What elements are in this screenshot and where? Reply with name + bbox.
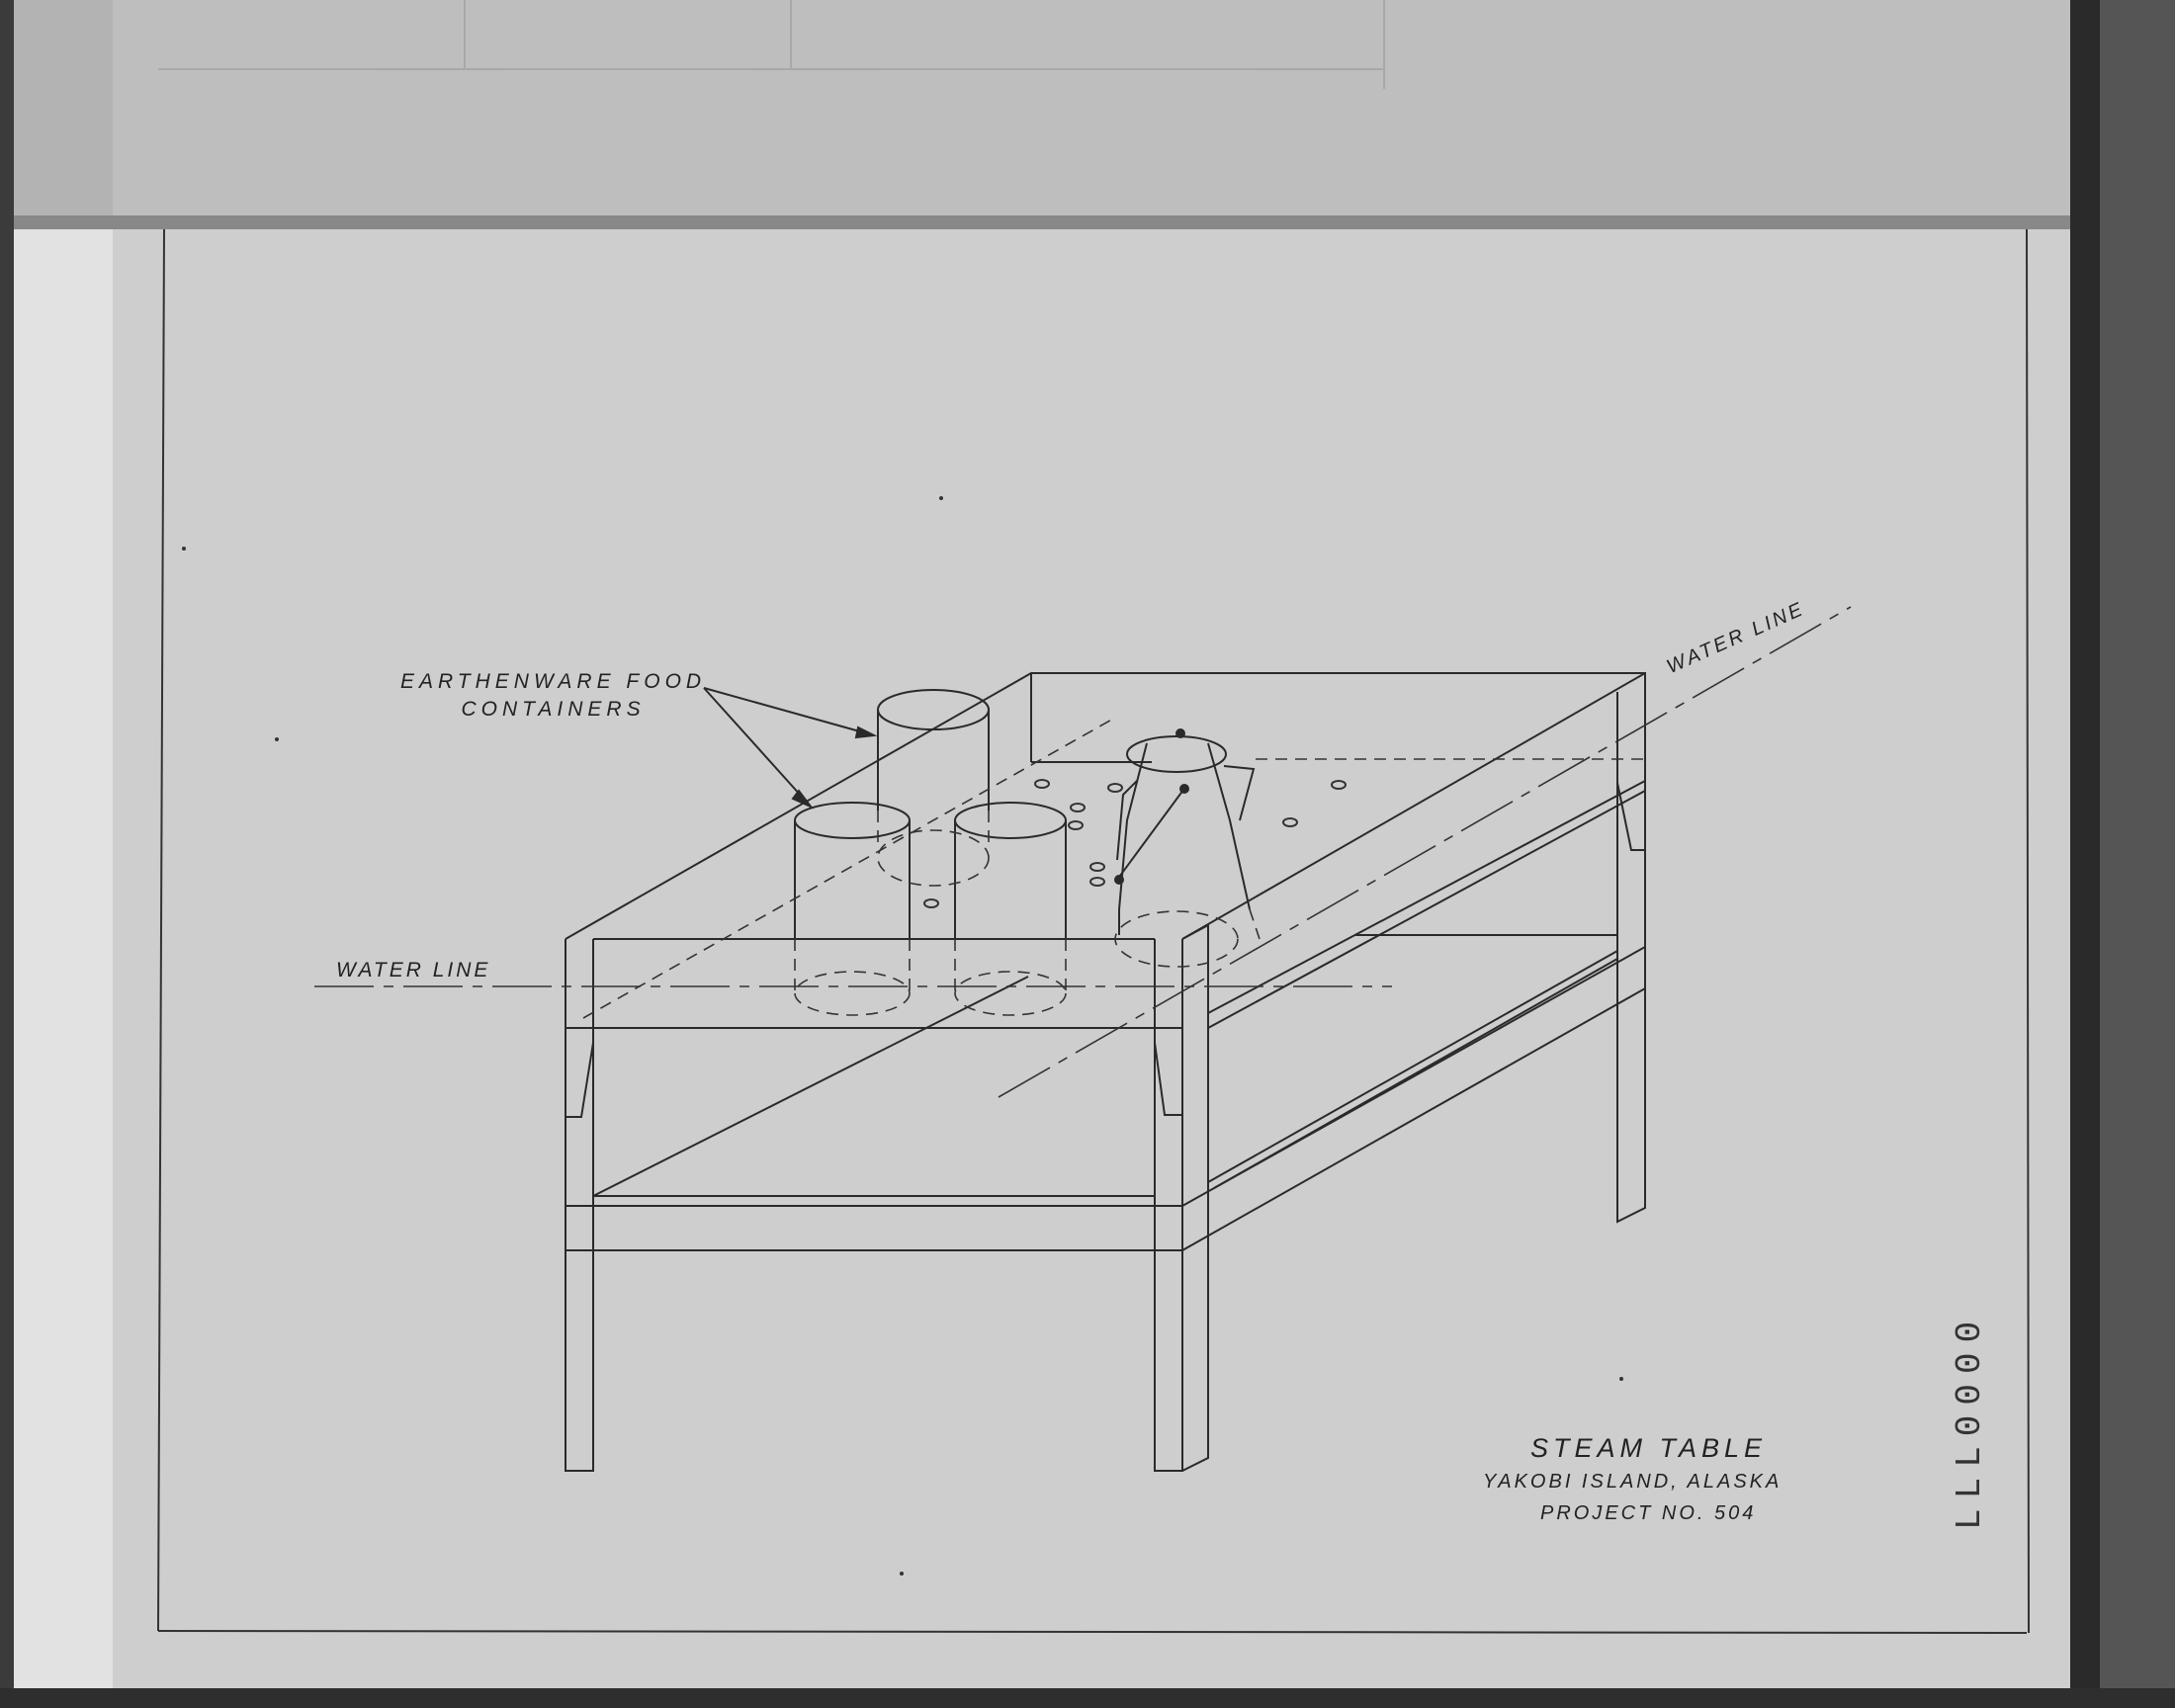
drawing-location: YAKOBI ISLAND, ALASKA [1483, 1471, 1783, 1493]
drawing-title: STEAM TABLE [1530, 1433, 1768, 1463]
water-line-label-left: WATER LINE [336, 959, 491, 982]
water-line-label-right: WATER LINE [1663, 597, 1808, 679]
earthenware-food-containers-label [400, 668, 706, 724]
previous-page-strip [14, 0, 2070, 222]
drawing-project-number: PROJECT NO. 504 [1540, 1502, 1757, 1524]
callout-line-1: EARTHENWARE FOOD [400, 670, 707, 693]
frame-number: LLL0000 [1950, 1311, 1990, 1530]
drawing-sheet [14, 225, 2070, 1688]
callout-line-2: CONTAINERS [461, 698, 646, 721]
